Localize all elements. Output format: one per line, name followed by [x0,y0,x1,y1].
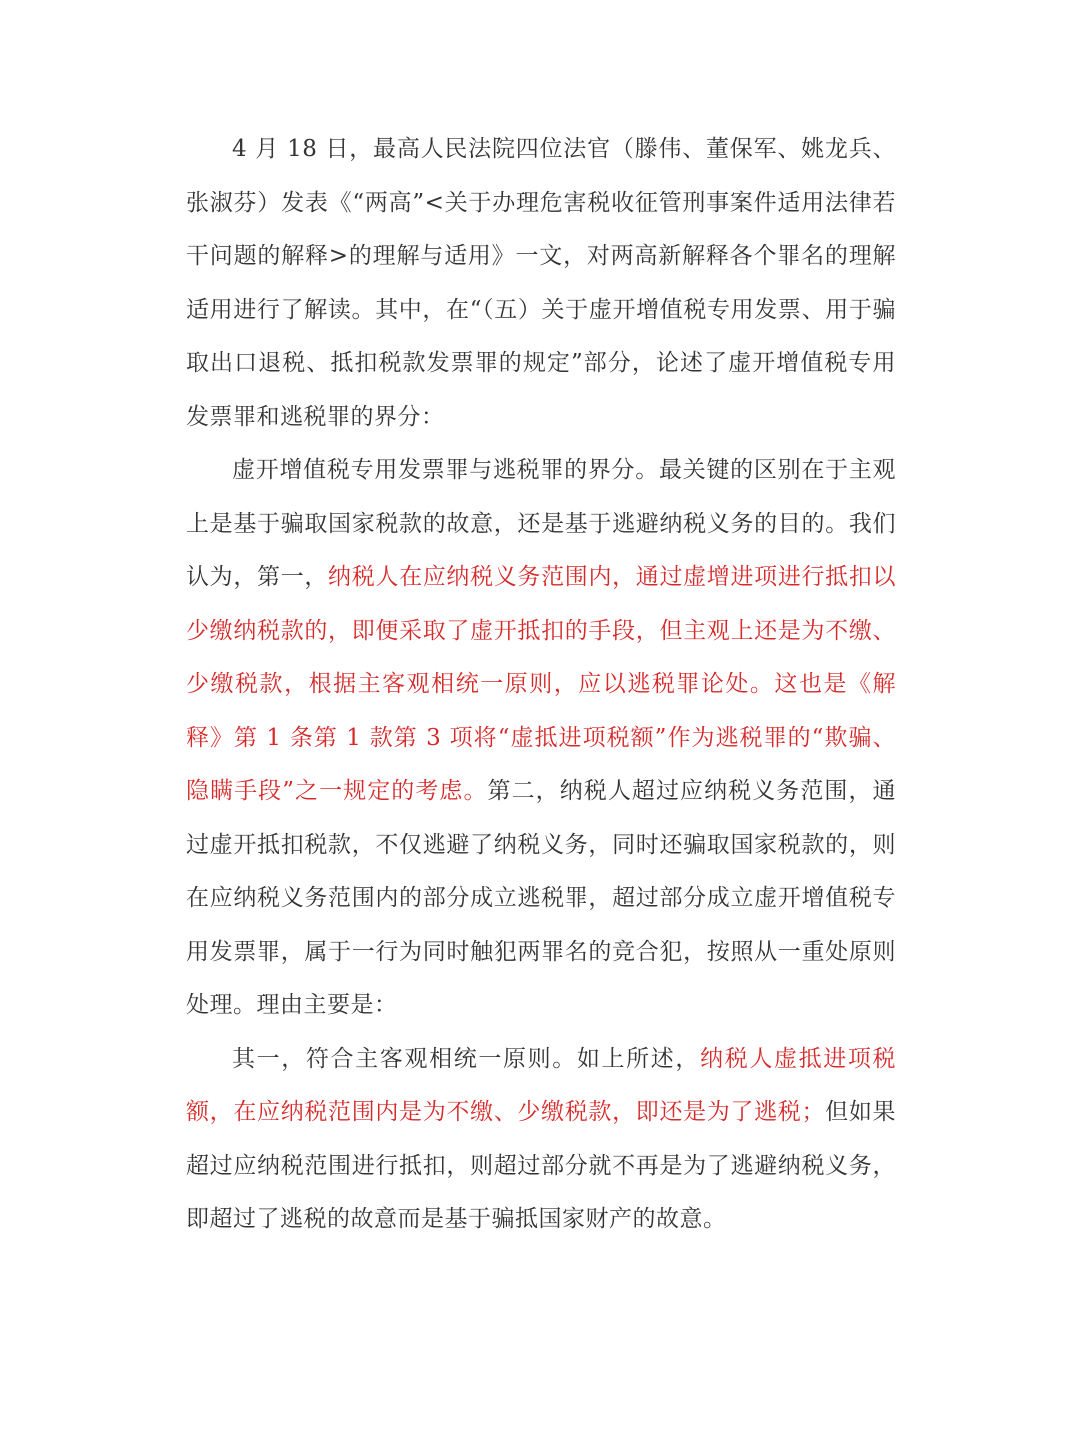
highlighted-text: 纳税人在应纳税义务范围内，通过虚增进项进行抵扣以少缴纳税款的，即便采取了虚开抵扣的手段，但主观上还是为不缴、少缴税款，根据主客观相统一原则，应以逃税罪论处。这也是《解释》第 1 条第 1 款第 3 项将“虚抵进项税额”作为逃税罪的“欺骗、隐瞒手段”之一规定的考虑。 [186,564,897,804]
text-segment: 第二，纳税人超过应纳税义务范围，通过虚开抵扣税款，不仅逃避了纳税义务，同时还骗取国家税款的，则在应纳税义务范围内的部分成立逃税罪，超过部分成立虚开增值税专用发票罪，属于一行为同时触犯两罪名的竞合犯，按照从一重处原则处理。理由主要是： [186,778,897,1018]
text-segment: 4 月 18 日，最高人民法院四位法官（滕伟、董保军、姚龙兵、张淑芬）发表《“两高”<关于办理危害税收征管刑事案件适用法律若干问题的解释>的理解与适用》一文，对两高新解释各个罪名的理解适用进行了解读。其中，在“（五）关于虚开增值税专用发票、用于骗取出口退税、抵扣税款发票罪的规定”部分，论述了虚开增值税专用发票罪和逃税罪的界分： [186,136,896,430]
paragraph-2 [186,444,896,1033]
text-segment: 其一，符合主客观相统一原则。如上所述， [232,1045,701,1072]
text-segment: 虚开增值税专用发票罪与逃税罪的界分。最关键的区别在于主观上是基于骗取国家税款的故意，还是基于逃避纳税义务的目的。我们认为，第一， [186,457,896,590]
paragraph-3 [186,1033,896,1247]
paragraph-1 [186,123,896,444]
document-body [186,123,896,1247]
highlighted-text: 纳税人虚抵进项税额，在应纳税范围内是为不缴、少缴税款，即还是为了逃税； [186,1045,897,1125]
text-segment: 但如果超过应纳税范围进行抵扣，则超过部分就不再是为了逃避纳税义务，即超过了逃税的故意而是基于骗抵国家财产的故意。 [186,1099,897,1232]
